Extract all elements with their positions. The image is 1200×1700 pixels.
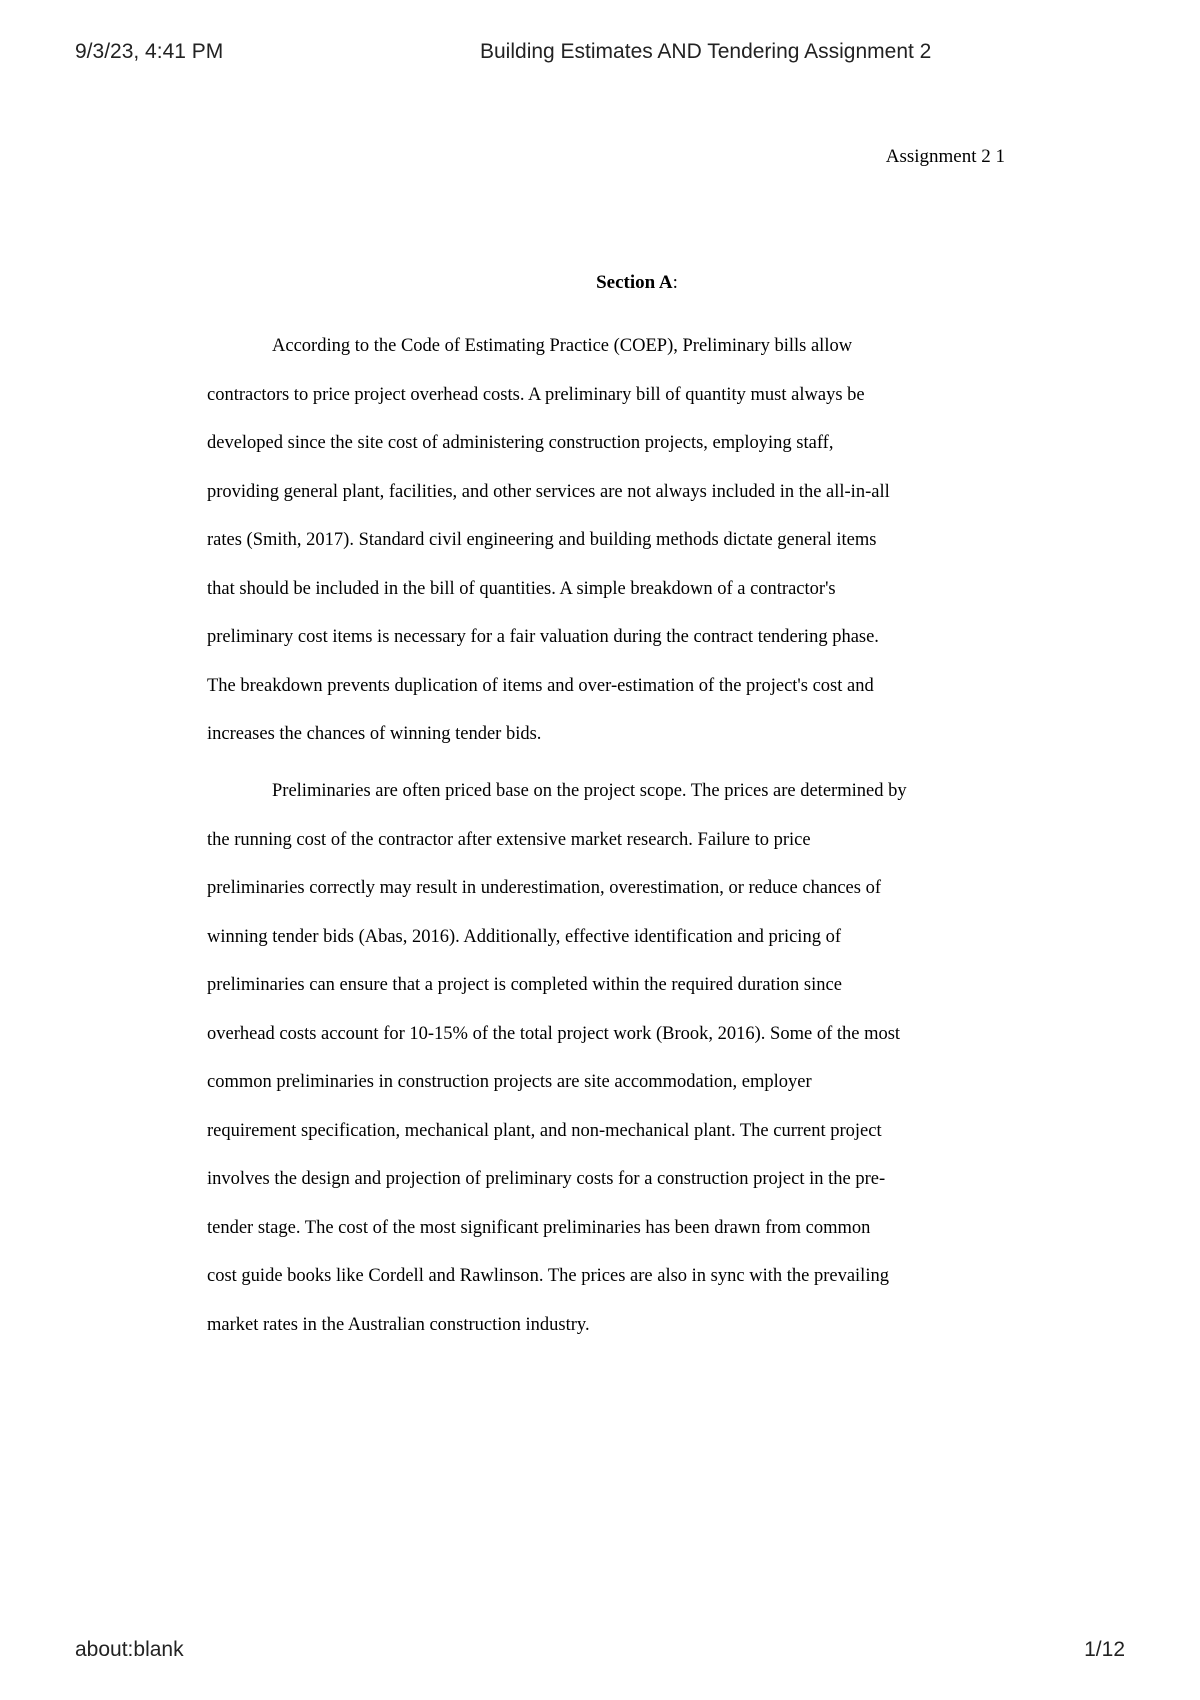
paragraph-line: Preliminaries are often priced base on the project scope. The prices are determined by xyxy=(272,781,907,801)
section-heading xyxy=(0,272,1200,294)
running-head: Assignment 2 1 xyxy=(885,146,1005,167)
paragraph-line: contractors to price project overhead costs. A preliminary bill of quantity must always be xyxy=(207,384,865,405)
print-header-datetime: 9/3/23, 4:41 PM xyxy=(75,40,224,63)
paragraph-line: preliminary cost items is necessary for a fair valuation during the contract tendering phase. xyxy=(207,627,879,647)
paragraph-line: involves the design and projection of preliminary costs for a construction project in the pre- xyxy=(207,1169,886,1189)
paragraph-line: requirement specification, mechanical plant, and non-mechanical plant. The current project xyxy=(207,1120,882,1141)
paragraph-line: preliminaries correctly may result in underestimation, overestimation, or reduce chances of xyxy=(207,878,881,898)
paragraph-line: that should be included in the bill of quantities. A simple breakdown of a contractor's xyxy=(207,578,836,599)
paragraph-2 xyxy=(207,767,1007,1349)
paragraph-line: the running cost of the contractor after extensive market research. Failure to price xyxy=(207,829,811,850)
paragraph-line: market rates in the Australian construction industry. xyxy=(207,1314,590,1335)
paragraph-line: preliminaries can ensure that a project is completed within the required duration since xyxy=(207,975,842,995)
paragraph-line: tender stage. The cost of the most significant preliminaries has been drawn from common xyxy=(207,1217,871,1238)
paragraph-line: rates (Smith, 2017). Standard civil engineering and building methods dictate general items xyxy=(207,530,877,550)
paragraph-1 xyxy=(207,322,1007,759)
paragraph-line: developed since the site cost of administering construction projects, employing staff, xyxy=(207,433,834,453)
paragraph-line: winning tender bids (Abas, 2016). Additionally, effective identification and pricing of xyxy=(207,926,841,947)
print-footer-page-counter: 1/12 xyxy=(1084,1638,1125,1661)
paragraph-line: providing general plant, facilities, and other services are not always included in the all-in-all xyxy=(207,481,890,502)
section-heading-text: Section A xyxy=(596,272,673,293)
section-heading-colon: : xyxy=(672,272,678,293)
paragraph-line: increases the chances of winning tender bids. xyxy=(207,724,542,744)
paragraph-line: According to the Code of Estimating Practice (COEP), Preliminary bills allow xyxy=(272,336,853,356)
paragraph-line: common preliminaries in construction projects are site accommodation, employer xyxy=(207,1072,812,1092)
print-footer-url: about:blank xyxy=(75,1638,184,1661)
paragraph-line: The breakdown prevents duplication of items and over-estimation of the project's cost and xyxy=(207,675,874,696)
paragraph-line: cost guide books like Cordell and Rawlinson. The prices are also in sync with the prevailing xyxy=(207,1266,889,1286)
paragraph-line: overhead costs account for 10-15% of the total project work (Brook, 2016). Some of the most xyxy=(207,1023,901,1044)
print-header-title: Building Estimates AND Tendering Assignment 2 xyxy=(480,40,932,63)
